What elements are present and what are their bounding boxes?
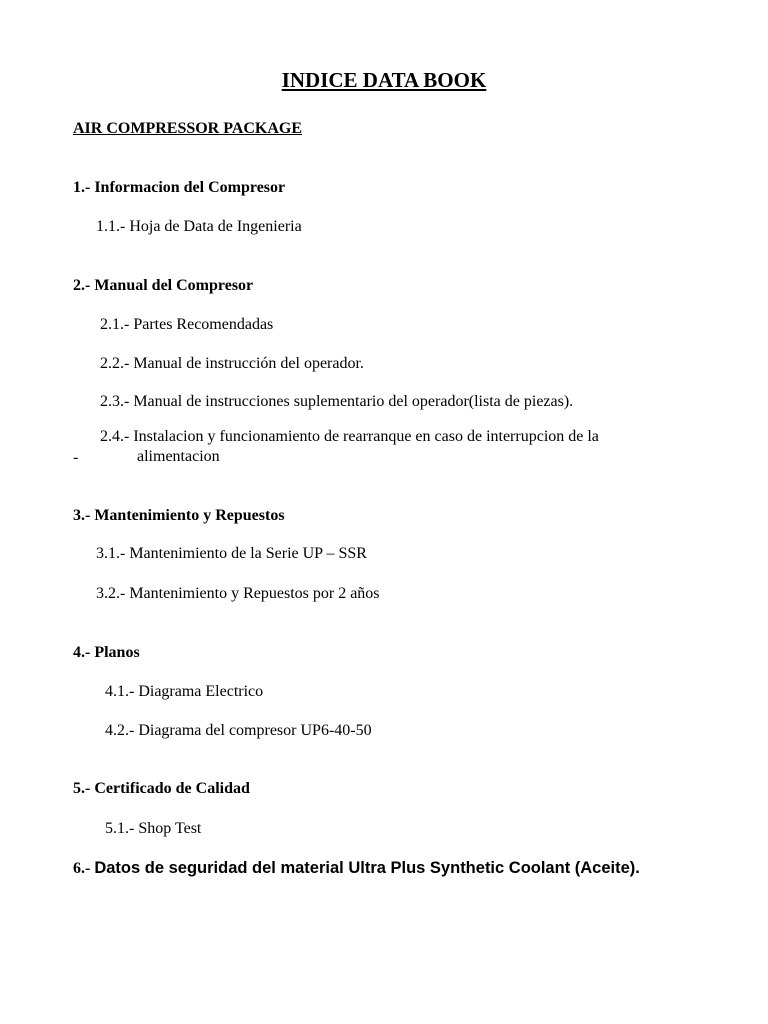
section-number: 3. xyxy=(73,507,85,524)
section-2-heading xyxy=(73,276,253,296)
section-heading-text: - xyxy=(85,860,95,877)
section-number: 2. xyxy=(73,277,85,294)
section-heading-text: - Mantenimiento y Repuestos xyxy=(85,507,285,524)
section-item: 2.4.- Instalacion y funcionamiento de rearranque en caso de interrupcion de la xyxy=(100,428,599,445)
section-5-heading xyxy=(73,779,250,799)
section-4-heading xyxy=(73,643,140,663)
section-number: 1. xyxy=(73,179,85,196)
section-heading-text: - Manual del Compresor xyxy=(85,277,254,294)
section-number: 5. xyxy=(73,780,85,797)
section-item: 3.2.- Mantenimiento y Repuestos por 2 años xyxy=(96,585,380,602)
section-item: 2.1.- Partes Recomendadas xyxy=(100,316,274,333)
section-heading-text: - Informacion del Compresor xyxy=(85,179,286,196)
section-item: 2.2.- Manual de instrucción del operador. xyxy=(100,355,364,372)
section-item: 2.3.- Manual de instrucciones suplementario del operador(lista de piezas). xyxy=(100,393,574,410)
section-1-heading xyxy=(73,178,285,198)
section-item: 1.1.- Hoja de Data de Ingenieria xyxy=(96,218,302,235)
section-3-heading xyxy=(73,506,285,526)
document-title: INDICE DATA BOOK xyxy=(281,68,487,92)
section-item: 5.1.- Shop Test xyxy=(105,820,202,837)
section-item-continuation: alimentacion xyxy=(137,448,220,465)
section-heading-text: - Certificado de Calidad xyxy=(85,780,250,797)
section-trailing-period: . xyxy=(635,859,640,877)
section-number: 6. xyxy=(73,860,85,877)
section-number: 4. xyxy=(73,644,85,661)
section-6-heading xyxy=(73,858,640,879)
section-item: 3.1.- Mantenimiento de la Serie UP – SSR xyxy=(96,545,367,562)
document-subtitle: AIR COMPRESSOR PACKAGE xyxy=(73,120,303,137)
section-item: 4.1.- Diagrama Electrico xyxy=(105,683,264,700)
section-item: 4.2.- Diagrama del compresor UP6-40-50 xyxy=(105,722,372,739)
section-heading-text: - Planos xyxy=(85,644,140,661)
section-emphasis-text: Datos de seguridad del material Ultra Plus Synthetic Coolant (Aceite) xyxy=(94,859,636,877)
stray-dash: - xyxy=(73,449,79,466)
